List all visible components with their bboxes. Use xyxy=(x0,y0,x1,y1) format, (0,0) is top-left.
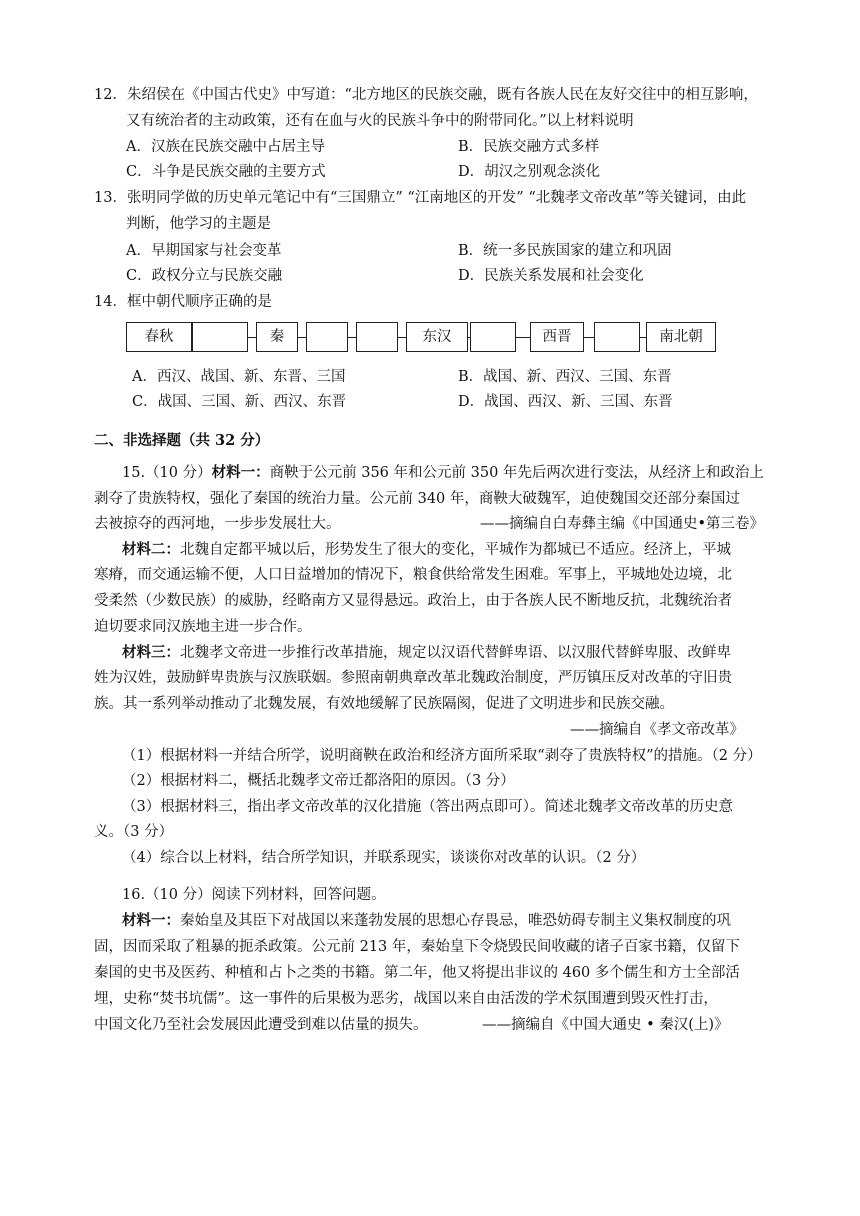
q15-question-1: （1）根据材料一并结合所学，说明商鞅在政治和经济方面所采取“剥夺了贵族特权”的措施。（2 分） xyxy=(122,748,762,764)
section-2-title: 二、非选择题（共 32 分） xyxy=(94,432,270,449)
q15-material1-label: 材料一： xyxy=(211,464,270,481)
q12-option-c: C．斗争是民族交融的主要方式 xyxy=(126,164,326,180)
q12-stem-line2: 又有统治者的主动政策，还有在血与火的民族斗争中的附带同化。”以上材料说明 xyxy=(126,113,634,129)
q16-stem: 16.（10 分）阅读下列材料，回答问题。 xyxy=(122,887,386,903)
q16-material1-line2: 固，因而采取了粗暴的扼杀政策。公元前 213 年，秦始皇下令烧毁民间收藏的诸子百家书籍，仅留下 xyxy=(94,939,740,955)
q14-option-c: C．战国、三国、新、西汉、东晋 xyxy=(132,394,347,410)
q15-number: 15.（10 分） xyxy=(122,465,212,481)
q15-question-4: （4）综合以上材料，结合所学知识，并联系现实，谈谈你对改革的认识。（2 分） xyxy=(122,850,646,866)
q12-stem-line1: 12．朱绍侯在《中国古代史》中写道：“北方地区的民族交融，既有各族人民在友好交往中的相互影响， xyxy=(94,87,758,103)
dynasty-box-6: 东汉 xyxy=(406,322,468,352)
q13-option-d: D．民族关系发展和社会变化 xyxy=(458,268,644,284)
q15-material2-label: 材料二： xyxy=(122,541,180,558)
dynasty-box-9-blank xyxy=(594,322,640,352)
q15-material1-line1 xyxy=(122,462,764,484)
q15-material2-line2: 寒瘠，而交通运输不便，人口日益增加的情况下，粮食供给常发生困难。军事上，平城地处边境，北 xyxy=(94,567,732,583)
dynasty-box-2-blank xyxy=(192,322,248,352)
q13-option-b: B．统一多民族国家的建立和巩固 xyxy=(458,243,672,259)
connector xyxy=(398,337,406,338)
q15-material3-line1 xyxy=(122,642,731,664)
dynasty-box-3: 秦 xyxy=(256,322,298,352)
dynasty-box-4-blank xyxy=(306,322,348,352)
q15-material2-line1 xyxy=(122,539,731,561)
q15-question-2: （2）根据材料二，概括北魏孝文帝迁都洛阳的原因。（3 分） xyxy=(122,773,515,789)
q12-option-b: B．民族交融方式多样 xyxy=(458,139,600,155)
q12-option-d: D．胡汉之别观念淡化 xyxy=(458,164,601,180)
q16-material1-label: 材料一： xyxy=(122,912,180,929)
q15-material1-line3: 去被掠夺的西河地，一步步发展壮大。 xyxy=(94,516,341,532)
q15-material1-line2: 剥夺了贵族特权，强化了秦国的统治力量。公元前 340 年，商鞅大破魏军，迫使魏国交还部分秦国过 xyxy=(94,491,740,507)
q14-option-d: D．战国、西汉、新、三国、东晋 xyxy=(458,394,673,410)
q15-material3-source: ——摘编自《孝文帝改革》 xyxy=(570,722,744,738)
q15-material3-label: 材料三： xyxy=(122,644,180,661)
q15-material2-text: 北魏自定都平城以后，形势发生了很大的变化，平城作为都城已不适应。经济上，平城 xyxy=(180,542,731,558)
q15-material3-line2: 姓为汉姓，鼓励鲜卑贵族与汉族联姻。参照南朝典章改革北魏政治制度，严厉镇压反对改革的守旧贵 xyxy=(94,670,732,686)
q15-material1-text: 商鞅于公元前 356 年和公元前 350 年先后两次进行变法，从经济上和政治上 xyxy=(269,465,764,481)
q12-option-a: A．汉族在民族交融中占居主导 xyxy=(126,139,325,155)
connector xyxy=(248,337,256,338)
q13-option-a: A．早期国家与社会变革 xyxy=(126,243,282,259)
q16-material1-line4: 埋，史称“焚书坑儒”。这一事件的后果极为恶劣，战国以来自由活泼的学术氛围遭到毁灭性打击， xyxy=(94,991,718,1007)
q15-question-3-line1: （3）根据材料三，指出孝文帝改革的汉化措施（答出两点即可）。简述北魏孝文帝改革的历史意 xyxy=(122,799,733,815)
q14-option-a: A．西汉、战国、新、东晋、三国 xyxy=(132,369,346,385)
q16-material1-text: 秦始皇及其臣下对战国以来蓬勃发展的思想心存畏忌，唯恐妨碍专制主义集权制度的巩 xyxy=(180,913,731,929)
connector xyxy=(584,337,594,338)
q15-question-3-line2: 义。（3 分） xyxy=(94,824,174,840)
q15-material2-line3: 受柔然（少数民族）的威胁，经略南方又显得悬远。政治上，由于各族人民不断地反抗，北魏统治者 xyxy=(94,593,732,609)
dynasty-box-8: 西晋 xyxy=(530,322,584,352)
connector xyxy=(516,337,530,338)
connector xyxy=(298,337,306,338)
q16-material1-source: ——摘编自《中国大通史 • 秦汉(上)》 xyxy=(482,1017,729,1033)
q13-option-c: C．政权分立与民族交融 xyxy=(126,268,283,284)
dynasty-box-5-blank xyxy=(356,322,398,352)
q16-material1-line3: 秦国的史书及医药、种植和占卜之类的书籍。第二年，他又将提出非议的 460 多个儒生和方士全部活 xyxy=(94,965,740,981)
q15-material1-source: ——摘编自白寿彝主编《中国通史•第三卷》 xyxy=(480,516,765,532)
q14-stem: 14．框中朝代顺序正确的是 xyxy=(94,294,272,310)
q15-material3-text: 北魏孝文帝进一步推行改革措施，规定以汉语代替鲜卑语、以汉服代替鲜卑服、改鲜卑 xyxy=(180,645,731,661)
q13-stem-line2: 判断，他学习的主题是 xyxy=(126,216,271,232)
q15-material2-line4: 迫切要求同汉族地主进一步合作。 xyxy=(94,619,312,635)
connector xyxy=(348,337,356,338)
q14-option-b: B．战国、新、西汉、三国、东晋 xyxy=(458,369,672,385)
dynasty-box-7-blank xyxy=(470,322,516,352)
q13-stem-line1: 13．张明同学做的历史单元笔记中有“三国鼎立” “江南地区的开发” “北魏孝文帝改革”等关键词，由此 xyxy=(94,190,747,206)
dynasty-sequence-diagram xyxy=(126,322,716,354)
dynasty-box-1: 春秋 xyxy=(126,322,192,352)
q15-material3-line3: 族。其一系列举动推动了北魏发展，有效地缓解了民族隔阂，促进了文明进步和民族交融。 xyxy=(94,696,674,712)
q16-material1-line1 xyxy=(122,910,731,932)
q16-material1-line5: 中国文化乃至社会发展因此遭受到难以估量的损失。 xyxy=(94,1017,428,1033)
dynasty-box-10: 南北朝 xyxy=(646,322,716,352)
